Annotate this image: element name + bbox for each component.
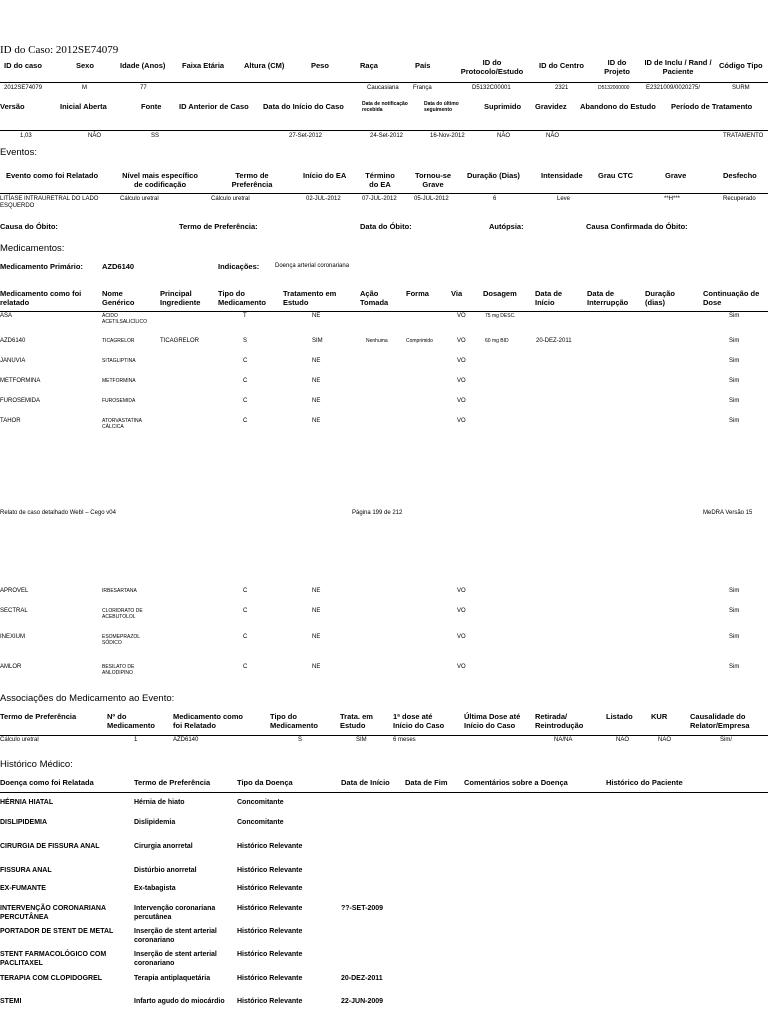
med-reported: METFORMINA (0, 378, 41, 384)
assoc-study-treat: SIM (356, 737, 367, 743)
med-continuation: Sim (729, 338, 740, 344)
history-type: Histórico Relevante (237, 843, 303, 850)
assoc-drug-number: 1 (134, 737, 138, 743)
header-previous-case-id: ID Anterior de Caso (179, 102, 249, 111)
med-generic: TICAGRELOR (102, 338, 135, 344)
header-assoc-study-treat: Trata. em Estudo (340, 712, 373, 730)
header-age-range: Faixa Etária (182, 61, 225, 70)
med-type: C (243, 418, 248, 424)
value-pregnancy: NÃO (546, 133, 560, 139)
header-duration-days: Duração (Dias) (467, 171, 520, 180)
header-study-treatment: Tratamento em Estudo (283, 289, 337, 307)
med-study: NE (312, 398, 321, 404)
header-protocol-id: ID do Protocolo/Estudo (460, 58, 524, 76)
primary-drug-label: Medicamento Primário: (0, 262, 83, 271)
header-action-taken: Ação Tomada (360, 289, 389, 307)
history-type: Histórico Relevante (237, 975, 303, 982)
med-study: NE (312, 418, 321, 424)
med-reported: TAHOR (0, 418, 21, 424)
value-source: SS (151, 133, 160, 139)
header-listed: Listado (606, 712, 633, 721)
med-route: VO (457, 313, 466, 319)
divider (0, 311, 768, 312)
event-end: 07-JUL-2012 (362, 196, 397, 202)
value-treatment-period: TRATAMENTO (723, 133, 764, 139)
med-route: VO (457, 358, 466, 364)
value-suppressed: NÃO (497, 133, 511, 139)
med-continuation: Sim (729, 378, 740, 384)
header-notification-date: Data de notificação recebida (362, 101, 408, 113)
med-study: NE (312, 588, 321, 594)
header-main-ingredient: Principal Ingrediente (160, 289, 201, 307)
header-med-reported: Medicamento como foi relatado (0, 289, 82, 307)
history-type: Histórico Relevante (237, 928, 303, 935)
header-race: Raça (360, 61, 378, 70)
header-disease-comments: Comentários sobre a Doença (464, 778, 568, 787)
med-reported: SECTRAL (0, 608, 28, 614)
value-center-id: 2321 (555, 85, 569, 91)
history-type: Histórico Relevante (237, 951, 303, 958)
event-serious-date: 05-JUL-2012 (414, 196, 449, 202)
header-first-dose: 1ª dose até Início do Caso (393, 712, 445, 730)
med-continuation: Sim (729, 634, 740, 640)
value-version: 1,03 (20, 133, 32, 139)
med-reported: JANUVIA (0, 358, 26, 364)
value-case-id: 2012SE74079 (4, 85, 43, 91)
med-route: VO (457, 634, 466, 640)
indications-value: Doença arterial coronariana (275, 263, 350, 269)
med-type: S (243, 338, 248, 344)
med-start: 20-DEZ-2011 (536, 338, 572, 344)
med-type: T (243, 313, 247, 319)
header-treatment-period: Período de Tratamento (671, 102, 753, 111)
header-height: Altura (CM) (244, 61, 285, 70)
header-assoc-drug-type: Tipo do Medicamento (270, 712, 318, 730)
history-pref-term: Ex-tabagista (134, 885, 176, 892)
history-disease: PORTADOR DE STENT DE METAL (0, 928, 114, 935)
med-reported: INEXIUM (0, 634, 26, 640)
med-reported: AMLOR (0, 664, 22, 670)
history-disease: DISLIPIDEMIA (0, 819, 48, 826)
header-patient-history: Histórico do Paciente (606, 778, 683, 787)
med-type: C (243, 608, 248, 614)
header-duration: Duração (dias) (645, 289, 676, 307)
header-assoc-pref-term: Termo de Preferência (0, 712, 77, 721)
header-event-reported: Evento como foi Relatado (6, 171, 99, 180)
divider (0, 193, 768, 194)
med-continuation: Sim (729, 398, 740, 404)
history-pref-term: Dislipidemia (134, 819, 176, 826)
value-initial-open: NÃO (88, 133, 102, 139)
event-duration: 6 (493, 196, 497, 202)
history-start-date: 22-JUN-2009 (341, 998, 384, 1005)
med-type: C (243, 634, 248, 640)
header-form: Forma (406, 289, 429, 298)
med-dose: 75 mg DESC. (485, 313, 516, 319)
history-pref-term: Inserção de stent arterial coronariano (134, 928, 217, 944)
history-start-date: ??-SET-2009 (341, 905, 384, 912)
divider (0, 792, 768, 793)
history-pref-term: Distúrbio anorretal (134, 867, 197, 874)
med-route: VO (457, 588, 466, 594)
header-ae-end: Término do EA (365, 171, 395, 189)
med-reported: AZD6140 (0, 338, 26, 344)
med-study: NE (312, 358, 321, 364)
header-hist-start: Data de Início (341, 778, 390, 787)
history-disease: FISSURA ANAL (0, 867, 52, 874)
history-pref-term: Infarto agudo do miocárdio (134, 998, 225, 1005)
value-age: 77 (140, 85, 147, 91)
header-start-date: Data de Início (535, 289, 563, 307)
history-pref-term: Inserção de stent arterial coronariano (134, 951, 217, 967)
med-ingredient: TICAGRELOR (160, 338, 200, 344)
header-hist-end: Data de Fim (405, 778, 448, 787)
value-notification-date: 24-Set-2012 (370, 133, 404, 139)
header-lowest-level-term: Nível mais específico de codificação (122, 171, 198, 189)
value-country: França (413, 85, 432, 91)
header-hist-pref-term: Termo de Preferência (134, 778, 211, 787)
medications-section-title: Medicamentos: (0, 243, 65, 254)
history-disease: TERAPIA COM CLOPIDOGREL (0, 975, 103, 982)
value-project-id: D5132000000 (598, 85, 630, 91)
med-type: C (243, 588, 248, 594)
header-project-id: ID do Projeto (604, 58, 630, 76)
header-ae-start: Início do EA (303, 171, 347, 180)
header-type-code: Código Tipo (719, 61, 763, 70)
med-reported: APROVEL (0, 588, 29, 594)
history-disease: EX-FUMANTE (0, 885, 46, 892)
med-action: Nenhuma (366, 338, 388, 344)
header-last-followup-date: Data do último seguimento (424, 101, 459, 113)
history-disease: HÉRNIA HIATAL (0, 799, 54, 806)
header-dechallenge: Retirada/ Reintrodução (535, 712, 584, 730)
header-case-start-date: Data do Início do Caso (263, 102, 344, 111)
assoc-pref-term: Cálculo uretral (0, 737, 39, 743)
assoc-dechallenge: NA/NA (554, 737, 573, 743)
associations-section-title: Associações do Medicamento ao Evento: (0, 693, 175, 704)
value-type-code: SURM (732, 85, 750, 91)
history-pref-term: Hérnia de hiato (134, 799, 185, 806)
header-weight: Peso (311, 61, 329, 70)
history-section-title: Histórico Médico: (0, 759, 73, 770)
history-disease: STENT FARMACOLÓGICO COM PACLITAXEL (0, 951, 107, 967)
divider (0, 735, 768, 736)
assoc-causality: Sim/ (720, 737, 732, 743)
history-type: Histórico Relevante (237, 998, 303, 1005)
med-route: VO (457, 418, 466, 424)
case-title: ID do Caso: 2012SE74079 (0, 44, 119, 56)
header-age: Idade (Anos) (120, 61, 166, 70)
header-route: Via (451, 289, 463, 298)
header-drug-type: Tipo do Medicamento (218, 289, 266, 307)
event-reported: LITÍASE INTRAURETRAL DO LADO ESQUERDO (0, 196, 99, 209)
med-generic: BESILATO DE ANLODIPINO (102, 664, 135, 676)
med-route: VO (457, 338, 466, 344)
history-pref-term: Terapia antiplaquetária (134, 975, 211, 982)
header-center-id: ID do Centro (539, 61, 584, 70)
med-type: C (243, 664, 248, 670)
med-type: C (243, 398, 248, 404)
header-disease-type: Tipo da Doença (237, 778, 293, 787)
header-sex: Sexo (76, 61, 94, 70)
header-intensity: Intensidade (541, 171, 583, 180)
history-disease: INTERVENÇÃO CORONARIANA PERCUTÂNEA (0, 905, 106, 921)
header-assoc-med-reported: Medicamento como foi Relatado (173, 712, 244, 730)
footer-medra-version: MeDRA Versão 15 (703, 510, 753, 516)
header-became-serious: Tornou-se Grave (414, 171, 452, 189)
event-intensity: Leve (557, 196, 571, 202)
header-inclusion-id: ID de Inclu / Rand / Paciente (644, 58, 712, 76)
med-study: SIM (312, 338, 323, 344)
history-disease: CIRURGIA DE FISSURA ANAL (0, 843, 100, 850)
header-generic-name: Nome Genérico (102, 289, 135, 307)
header-initial-open: Inicial Aberta (60, 102, 107, 111)
med-continuation: Sim (729, 664, 740, 670)
event-serious: **H*** (664, 196, 681, 202)
assoc-listed: NÃO (616, 737, 630, 743)
assoc-med-reported: AZD6140 (173, 737, 199, 743)
event-outcome: Recuperado (723, 196, 756, 202)
indications-label: Indicações: (218, 262, 260, 271)
value-last-followup-date: 16-Nov-2012 (430, 133, 465, 139)
med-generic: METFORMINA (102, 378, 136, 384)
med-route: VO (457, 608, 466, 614)
header-disease-reported: Doença como foi Relatada (0, 778, 94, 787)
med-study: NE (312, 664, 321, 670)
header-kur: KUR (651, 712, 668, 721)
header-source: Fonte (141, 102, 162, 111)
value-case-start-date: 27-Set-2012 (289, 133, 323, 139)
history-type: Histórico Relevante (237, 885, 303, 892)
med-generic: ESOMEPRAZOL SÓDICO (102, 634, 140, 646)
header-serious: Grave (665, 171, 687, 180)
header-study-abandon: Abandono do Estudo (580, 102, 656, 111)
header-suppressed: Suprimido (484, 102, 522, 111)
med-reported: FUROSEMIDA (0, 398, 41, 404)
med-dose: 60 mg BID (485, 338, 509, 344)
event-start: 02-JUL-2012 (306, 196, 341, 202)
history-pref-term: Intervenção coronariana percutânea (134, 905, 216, 921)
header-outcome: Desfecho (723, 171, 757, 180)
header-dosage: Dosagem (483, 289, 517, 298)
footer-page-number: Página 199 de 212 (352, 510, 403, 516)
med-continuation: Sim (729, 588, 740, 594)
assoc-drug-type: S (298, 737, 303, 743)
footer-left: Relato de caso detalhado WebI – Cego v04 (0, 510, 116, 516)
autopsy-label: Autópsia: (489, 222, 524, 231)
header-preferred-term: Termo de Preferência (231, 171, 273, 189)
med-form: Comprimido (406, 338, 433, 344)
med-type: C (243, 378, 248, 384)
value-race: Caucasiana (367, 85, 399, 91)
med-reported: ASA (0, 313, 13, 319)
med-generic: FUROSEMIDA (102, 398, 136, 404)
med-route: VO (457, 378, 466, 384)
med-study: NE (312, 313, 321, 319)
history-disease: STEMI (0, 998, 22, 1005)
history-pref-term: Cirurgia anorretal (134, 843, 193, 850)
death-date-label: Data do Óbito: (360, 222, 412, 231)
med-generic: ATORVASTATINA CÁLCICA (102, 418, 142, 430)
event-llt: Cálculo uretral (120, 196, 159, 202)
assoc-kur: NÃO (658, 737, 672, 743)
med-study: NE (312, 634, 321, 640)
history-type: Histórico Relevante (237, 867, 303, 874)
med-generic: CLORIDRATO DE ACEBUTOLOL (102, 608, 143, 620)
med-generic: ÁCIDO ACETILSALICÍLICO (102, 313, 148, 325)
med-study: NE (312, 378, 321, 384)
med-continuation: Sim (729, 358, 740, 364)
primary-drug-value: AZD6140 (102, 262, 135, 271)
death-pref-label: Termo de Preferência: (179, 222, 258, 231)
history-type: Concomitante (237, 799, 284, 806)
med-generic: IRBESARTANA (102, 588, 137, 594)
death-confirmed-label: Causa Confirmada do Óbito: (586, 222, 688, 231)
med-type: C (243, 358, 248, 364)
value-inclusion-id: E2321009/0020275/ (646, 85, 701, 91)
med-route: VO (457, 398, 466, 404)
events-section-title: Eventos: (0, 147, 37, 158)
med-continuation: Sim (729, 313, 740, 319)
header-version: Versão (0, 102, 25, 111)
header-stop-date: Data de Interrupção (587, 289, 629, 307)
header-last-dose: Última Dose até Início do Caso (464, 712, 521, 730)
history-type: Histórico Relevante (237, 905, 303, 912)
value-protocol-id: D5132C00001 (472, 85, 511, 91)
med-continuation: Sim (729, 608, 740, 614)
header-ctc-grade: Grau CTC (598, 171, 634, 180)
death-cause-label: Causa do Óbito: (0, 222, 58, 231)
header-case-id: ID do caso (4, 61, 42, 70)
history-type: Concomitante (237, 819, 284, 826)
divider (0, 82, 768, 83)
med-route: VO (457, 664, 466, 670)
med-study: NE (312, 608, 321, 614)
header-country: País (415, 61, 431, 70)
header-dose-continuation: Continuação de Dose (703, 289, 760, 307)
header-drug-number: Nº do Medicamento (107, 712, 155, 730)
med-continuation: Sim (729, 418, 740, 424)
divider (0, 130, 768, 131)
header-causality: Causalidade do Relator/Empresa (690, 712, 750, 730)
event-pt: Cálculo uretral (211, 196, 250, 202)
value-sex: M (82, 85, 87, 91)
history-start-date: 20-DEZ-2011 (341, 975, 383, 982)
med-generic: SITAGLIPTINA (102, 358, 136, 364)
assoc-first-dose: 6 meses (393, 737, 416, 743)
header-pregnancy: Gravidez (535, 102, 567, 111)
